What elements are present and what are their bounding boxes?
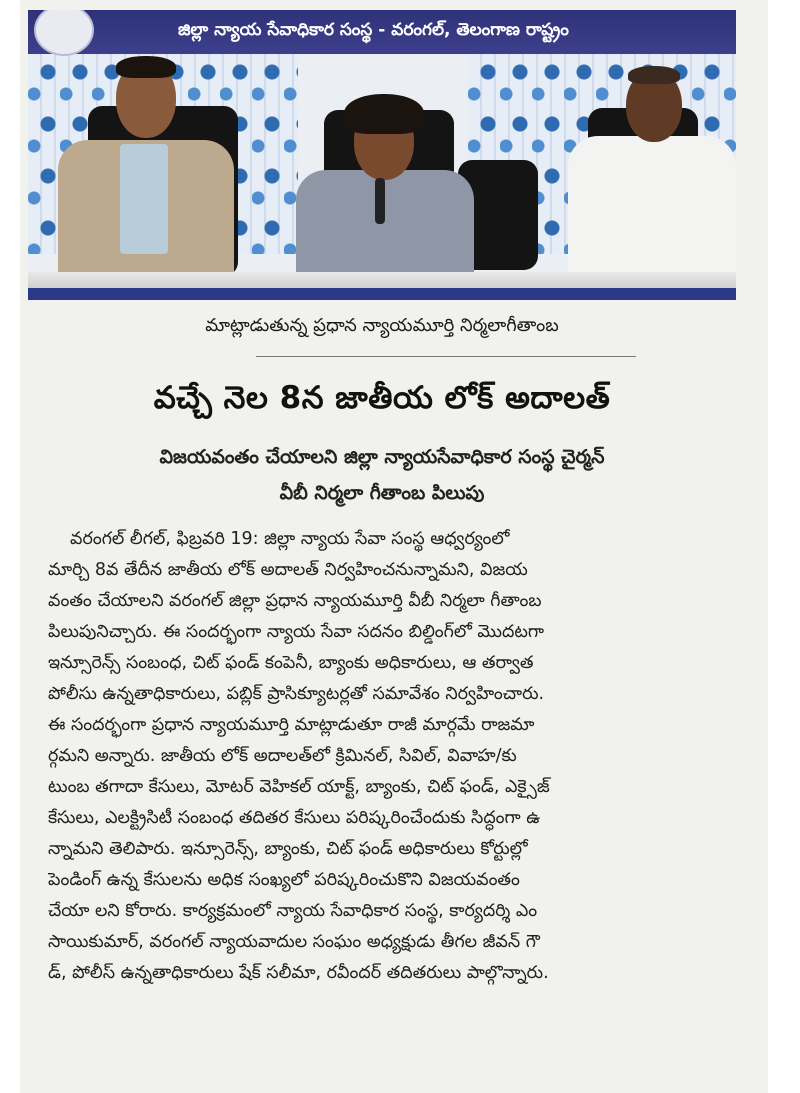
body-line: వరంగల్ లీగల్, ఫిబ్రవరి 19: జిల్లా న్యాయ సేవా సంస్థ ఆధ్వర్యంలో — [70, 529, 510, 549]
body-line: చేయా లని కోరారు. కార్యక్రమంలో న్యాయ సేవాధికార సంస్థ, కార్యదర్శి ఎం — [48, 901, 538, 921]
photo-caption: మాట్లాడుతున్న ప్రధాన న్యాయమూర్తి నిర్మలాగీతాంబ — [205, 315, 559, 336]
body-line: పిలుపునిచ్చారు. ఈ సందర్భంగా న్యాయ సేవా సదనం బిల్డింగ్‌లో మొదటగా — [48, 622, 544, 642]
subheadline-line-1: విజయవంతం చేయాలని జిల్లా న్యాయసేవాధికార సంస్థ చైర్మన్ — [159, 446, 605, 468]
body-line: పోలీసు ఉన్నతాధికారులు, పబ్లిక్ ప్రాసిక్యూటర్లతో సమావేశం నిర్వహించారు. — [48, 684, 545, 704]
legal-services-logo-icon — [34, 10, 94, 56]
news-photo — [28, 10, 736, 300]
body-line: సాయికుమార్, వరంగల్ న్యాయవాదుల సంఘం అధ్యక్షుడు తీగల జీవన్ గౌ — [48, 932, 540, 952]
article-body — [48, 524, 738, 989]
body-line: పెండింగ్ ఉన్న కేసులను అధిక సంఖ్యలో పరిష్కరించుకొని విజయవంతం — [48, 870, 520, 890]
body-line: టుంబ తగాదా కేసులు, మోటర్ వెహికల్ యాక్ట్, బ్యాంకు, చిట్ ఫండ్, ఎక్సైజ్ — [48, 777, 550, 797]
table-front — [28, 288, 736, 300]
body-line: న్నామని తెలిపారు. ఇన్సూరెన్స్, బ్యాంకు, చిట్ ఫండ్ అధికారులు కోర్టుల్లో — [48, 839, 528, 859]
body-line: ర్గమని అన్నారు. జాతీయ లోక్ అదాలత్‌లో క్రిమినల్, సివిల్, వివాహ/కు — [48, 746, 517, 766]
body-line: కేసులు, ఎలక్ట్రిసిటీ సంబంధ తదితర కేసులు పరిష్కరించేందుకు సిద్ధంగా ఉ — [48, 808, 541, 828]
banner-text: జిల్లా న్యాయ సేవాధికార సంస్థ - వరంగల్, తెలంగాణ రాష్ట్రం — [178, 20, 569, 40]
subheadline-line-2: వీబీ నిర్మలా గీతాంబ పిలుపు — [279, 482, 485, 504]
body-line: ఈ సందర్భంగా ప్రధాన న్యాయమూర్తి మాట్లాడుతూ రాజీ మార్గమే రాజమా — [48, 715, 535, 735]
body-line: మార్చి 8వ తేదీన జాతీయ లోక్ అదాలత్ నిర్వహించనున్నామని, విజయ — [48, 560, 528, 580]
body-line: డ్, పోలీస్ ఉన్నతాధికారులు షేక్ సలీమా, రవీందర్ తదితరులు పాల్గొన్నారు. — [48, 963, 549, 983]
body-line: వంతం చేయాలని వరంగల్ జిల్లా ప్రధాన న్యాయమూర్తి వీబీ నిర్మలా గీతాంబ — [48, 591, 542, 611]
caption-rule — [256, 356, 636, 357]
headline: వచ్చే నెల 8న జాతీయ లోక్ అదాలత్ — [153, 380, 611, 416]
body-line: ఇన్సూరెన్స్ సంబంధ, చిట్ ఫండ్ కంపెనీ, బ్యాంకు అధికారులు, ఆ తర్వాత — [48, 653, 534, 673]
photo-banner — [28, 10, 736, 54]
